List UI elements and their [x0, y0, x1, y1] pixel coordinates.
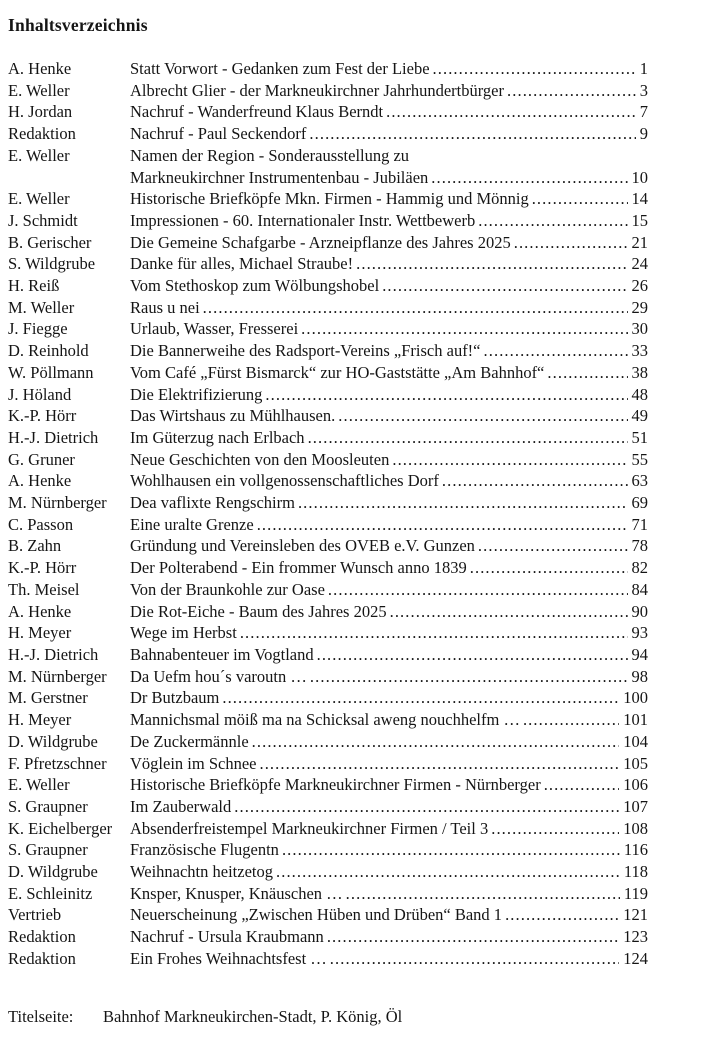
toc-dot-leader	[475, 535, 628, 557]
toc-title: Knsper, Knusper, Knäuschen …	[130, 883, 343, 903]
toc-title: Markneukirchner Instrumentenbau - Jubiläen	[130, 167, 429, 187]
toc-author: J. Fiegge	[8, 319, 68, 339]
toc-entry	[130, 101, 648, 123]
toc-entry	[130, 687, 648, 709]
toc-entry	[130, 80, 648, 102]
toc-title: Französische Flugentn	[130, 840, 279, 860]
toc-author: H. Jordan	[8, 102, 73, 122]
toc-row	[8, 167, 648, 189]
toc-author: K.-P. Hörr	[8, 406, 77, 426]
toc-row	[8, 818, 648, 840]
toc-row	[8, 948, 648, 970]
toc-row	[8, 883, 648, 905]
toc-row	[8, 275, 648, 297]
toc-page-number: 90	[631, 601, 648, 621]
toc-row	[8, 557, 648, 579]
toc-title: Eine uralte Grenze	[130, 514, 254, 534]
toc-row	[8, 470, 648, 492]
toc-dot-leader	[314, 644, 628, 666]
toc-dot-leader	[298, 318, 627, 340]
toc-dot-leader	[254, 514, 628, 536]
toc-row	[8, 731, 648, 753]
toc-title: Urlaub, Wasser, Fresserei	[130, 319, 299, 339]
toc-author: A. Henke	[8, 59, 72, 78]
toc-page-number: 48	[631, 384, 648, 404]
toc-author: E. Weller	[8, 775, 70, 795]
toc-dot-leader	[520, 709, 619, 731]
toc-author: Redaktion	[8, 948, 76, 968]
toc-dot-leader	[219, 687, 619, 709]
toc-entry	[130, 167, 648, 189]
toc-entry	[130, 514, 648, 536]
toc-entry	[130, 492, 648, 514]
toc-page-number: 24	[631, 254, 648, 274]
toc-page-number: 21	[631, 232, 648, 252]
toc-author: G. Gruner	[8, 449, 75, 469]
toc-title: Der Polterabend - Ein frommer Wunsch anno 1839	[130, 558, 467, 578]
toc-title: Vöglein im Schnee	[130, 753, 257, 773]
toc-entry	[130, 210, 648, 232]
toc-title: Historische Briefköpfe Markneukirchner Firmen - Nürnberger	[130, 775, 541, 795]
toc-title: Wohlhausen ein vollgenossenschaftliches Dorf	[130, 471, 439, 491]
toc-title: Historische Briefköpfe Mkn. Firmen - Hammig und Mönnig	[130, 189, 529, 209]
toc-title: Nachruf - Ursula Kraubmann	[130, 927, 324, 947]
toc-row	[8, 666, 648, 688]
toc-title: Ein Frohes Weihnachtsfest …	[130, 948, 327, 968]
toc-row	[8, 709, 648, 731]
toc-dot-leader	[353, 253, 627, 275]
toc-title: Dea vaflixte Rengschirm	[130, 493, 295, 513]
toc-dot-leader	[249, 731, 620, 753]
toc-page-number: 51	[631, 427, 648, 447]
toc-dot-leader	[325, 579, 628, 601]
toc-entry	[130, 123, 648, 145]
table-of-contents	[8, 58, 648, 970]
toc-row	[8, 405, 648, 427]
toc-row	[8, 622, 648, 644]
toc-page-number: 38	[631, 362, 648, 382]
toc-title: Die Elektrifizierung	[130, 384, 263, 404]
toc-row	[8, 318, 648, 340]
toc-row	[8, 362, 648, 384]
toc-title: Die Bannerweihe des Radsport-Vereins „Frisch auf!“	[130, 341, 481, 361]
toc-page-number: 121	[623, 905, 648, 925]
toc-author: H.-J. Dietrich	[8, 427, 99, 447]
toc-dot-leader	[335, 405, 627, 427]
toc-dot-leader	[439, 470, 628, 492]
toc-entry	[130, 818, 648, 840]
toc-page-number: 10	[631, 167, 648, 187]
toc-dot-leader	[387, 601, 628, 623]
toc-author: M. Nürnberger	[8, 666, 107, 686]
toc-dot-leader	[511, 232, 628, 254]
toc-page-number: 98	[631, 666, 648, 686]
toc-title: Bahnabenteuer im Vogtland	[130, 644, 314, 664]
toc-dot-leader	[488, 818, 619, 840]
toc-author: J. Höland	[8, 384, 72, 404]
toc-page-number: 107	[623, 796, 648, 816]
toc-author: E. Schleinitz	[8, 883, 93, 903]
toc-page-number: 116	[623, 840, 648, 860]
toc-page-number: 94	[631, 644, 648, 664]
toc-page-number: 78	[631, 536, 648, 556]
toc-row	[8, 514, 648, 536]
toc-author: K.-P. Hörr	[8, 558, 77, 578]
toc-entry	[130, 232, 648, 254]
toc-page-number: 119	[623, 883, 648, 903]
toc-entry	[130, 405, 648, 427]
toc-title: Vom Café „Fürst Bismarck“ zur HO-Gaststätte „Am Bahnhof“	[130, 362, 545, 382]
toc-page-number: 93	[631, 623, 648, 643]
toc-entry	[130, 753, 648, 775]
toc-dot-leader	[231, 796, 619, 818]
toc-entry	[130, 666, 648, 688]
toc-page-number: 106	[623, 775, 648, 795]
toc-page-number: 49	[631, 406, 648, 426]
toc-title: Neue Geschichten von den Moosleuten	[130, 449, 390, 469]
toc-row	[8, 753, 648, 775]
toc-entry	[130, 253, 648, 275]
toc-entry	[130, 796, 648, 818]
toc-author: A. Henke	[8, 601, 72, 621]
toc-author: Redaktion	[8, 927, 76, 947]
toc-title: Albrecht Glier - der Markneukirchner Jahrhundertbürger	[130, 80, 505, 100]
toc-row	[8, 101, 648, 123]
toc-dot-leader	[544, 362, 627, 384]
toc-author: Vertrieb	[8, 905, 62, 925]
toc-author: J. Schmidt	[8, 210, 78, 230]
toc-author	[8, 167, 130, 189]
toc-entry	[130, 384, 648, 406]
toc-dot-leader	[383, 101, 636, 123]
toc-entry	[130, 861, 648, 883]
toc-page-number: 33	[631, 341, 648, 361]
toc-author: D. Wildgrube	[8, 862, 98, 882]
toc-title: Wege im Herbst	[130, 623, 237, 643]
toc-dot-leader	[467, 557, 628, 579]
toc-title: Danke für alles, Michael Straube!	[130, 254, 354, 274]
toc-page-number: 1	[639, 59, 648, 78]
toc-page-number: 100	[623, 688, 648, 708]
toc-author: H. Meyer	[8, 710, 72, 730]
toc-row	[8, 687, 648, 709]
toc-dot-leader	[529, 188, 628, 210]
toc-author: H. Meyer	[8, 623, 72, 643]
toc-row	[8, 123, 648, 145]
toc-author: S. Wildgrube	[8, 254, 96, 274]
toc-dot-leader	[475, 210, 627, 232]
toc-dot-leader	[541, 774, 620, 796]
toc-title: Statt Vorwort - Gedanken zum Fest der Liebe	[130, 59, 430, 78]
toc-title: Gründung und Vereinsleben des OVEB e.V. Gunzen	[130, 536, 475, 556]
page-title: Inhaltsverzeichnis	[8, 15, 148, 35]
toc-title: Im Zauberwald	[130, 796, 232, 816]
toc-row	[8, 297, 648, 319]
toc-title: Raus u nei	[130, 297, 200, 317]
toc-entry	[130, 145, 648, 167]
toc-entry	[130, 883, 648, 905]
toc-dot-leader	[273, 861, 620, 883]
toc-dot-leader	[379, 275, 627, 297]
toc-author: E. Weller	[8, 145, 70, 165]
toc-title: Impressionen - 60. Internationaler Instr. Wettbewerb	[130, 210, 476, 230]
toc-page-number: 108	[623, 818, 648, 838]
toc-entry	[130, 948, 648, 970]
toc-entry	[130, 622, 648, 644]
toc-title: Vom Stethoskop zum Wölbungshobel	[130, 276, 380, 296]
toc-entry	[130, 535, 648, 557]
toc-page-number: 104	[623, 731, 648, 751]
toc-row	[8, 904, 648, 926]
toc-dot-leader	[305, 427, 628, 449]
toc-dot-leader	[307, 666, 628, 688]
toc-entry	[130, 449, 648, 471]
toc-entry	[130, 709, 648, 731]
toc-page-number: 63	[631, 471, 648, 491]
toc-row	[8, 427, 648, 449]
toc-row	[8, 384, 648, 406]
toc-dot-leader	[256, 753, 619, 775]
toc-dot-leader	[343, 883, 620, 905]
toc-entry	[130, 470, 648, 492]
toc-row	[8, 80, 648, 102]
toc-entry	[130, 601, 648, 623]
toc-author: B. Gerischer	[8, 232, 92, 252]
toc-author: D. Reinhold	[8, 341, 89, 361]
toc-author: E. Weller	[8, 189, 70, 209]
toc-dot-leader	[237, 622, 628, 644]
toc-row	[8, 861, 648, 883]
toc-entry	[130, 731, 648, 753]
toc-title: Neuerscheinung „Zwischen Hüben und Drüben“ Band 1	[130, 905, 503, 925]
toc-title: Nachruf - Paul Seckendorf	[130, 124, 307, 144]
toc-row	[8, 926, 648, 948]
toc-entry	[130, 340, 648, 362]
toc-entry	[130, 275, 648, 297]
toc-author: M. Nürnberger	[8, 493, 107, 513]
toc-row	[8, 644, 648, 666]
toc-author: S. Graupner	[8, 796, 88, 816]
toc-row	[8, 839, 648, 861]
toc-row	[8, 188, 648, 210]
toc-row	[8, 145, 648, 167]
toc-entry	[130, 188, 648, 210]
toc-dot-leader	[389, 449, 627, 471]
toc-page-number: 9	[639, 124, 648, 144]
toc-title: Dr Butzbaum	[130, 688, 220, 708]
toc-entry	[130, 557, 648, 579]
toc-page-number: 30	[631, 319, 648, 339]
toc-author: H.-J. Dietrich	[8, 644, 99, 664]
toc-title: Die Rot-Eiche - Baum des Jahres 2025	[130, 601, 387, 621]
toc-dot-leader	[502, 904, 619, 926]
toc-row	[8, 492, 648, 514]
toc-row	[8, 58, 648, 80]
toc-dot-leader	[200, 297, 628, 319]
toc-author: M. Gerstner	[8, 688, 88, 708]
toc-title: Mannichsmal möiß ma na Schicksal aweng nouchhelfm …	[130, 710, 520, 730]
toc-title: Absenderfreistempel Markneukirchner Firmen / Teil 3	[130, 818, 489, 838]
toc-author: C. Passon	[8, 514, 74, 534]
toc-row	[8, 774, 648, 796]
toc-title: Weihnachtn heitzetog	[130, 862, 273, 882]
toc-row	[8, 340, 648, 362]
toc-page-number: 71	[631, 514, 648, 534]
toc-author: H. Reiß	[8, 276, 60, 296]
toc-dot-leader	[504, 80, 636, 102]
toc-author: S. Graupner	[8, 840, 88, 860]
toc-entry	[130, 839, 648, 861]
footer-label: Titelseite:	[8, 1006, 74, 1026]
toc-entry	[130, 926, 648, 948]
toc-page-number: 82	[631, 558, 648, 578]
toc-entry	[130, 427, 648, 449]
toc-entry	[130, 904, 648, 926]
toc-author: Redaktion	[8, 124, 76, 144]
footer-line	[8, 1006, 720, 1028]
toc-page-number: 101	[623, 710, 648, 730]
toc-title: Da Uefm hou´s varoutn …	[130, 666, 307, 686]
toc-dot-leader	[481, 340, 628, 362]
toc-dot-leader	[262, 384, 627, 406]
footer-text: Bahnhof Markneukirchen-Stadt, P. König, Öl	[103, 1006, 403, 1026]
toc-author: E. Weller	[8, 80, 70, 100]
toc-page-number: 15	[631, 210, 648, 230]
toc-page-number: 3	[639, 80, 648, 100]
toc-dot-leader	[324, 926, 619, 948]
toc-entry	[130, 644, 648, 666]
toc-title: Namen der Region - Sonderausstellung zu	[130, 145, 410, 165]
toc-page-number: 55	[631, 449, 648, 469]
toc-author: Th. Meisel	[8, 579, 80, 599]
toc-page-number: 69	[631, 493, 648, 513]
toc-author: D. Wildgrube	[8, 731, 98, 751]
toc-title: Das Wirtshaus zu Mühlhausen.	[130, 406, 336, 426]
toc-title: Nachruf - Wanderfreund Klaus Berndt	[130, 102, 384, 122]
toc-entry	[130, 774, 648, 796]
toc-entry	[130, 297, 648, 319]
toc-entry	[130, 58, 648, 80]
toc-entry	[130, 362, 648, 384]
toc-dot-leader	[409, 145, 648, 167]
toc-row	[8, 232, 648, 254]
toc-page-number: 26	[631, 276, 648, 296]
toc-entry	[130, 579, 648, 601]
toc-row	[8, 579, 648, 601]
toc-author: W. Pöllmann	[8, 362, 94, 382]
toc-page-number: 118	[623, 862, 648, 882]
toc-row	[8, 253, 648, 275]
toc-entry	[130, 318, 648, 340]
toc-page-number: 124	[623, 948, 648, 968]
toc-page-number: 7	[639, 102, 648, 122]
toc-author: A. Henke	[8, 471, 72, 491]
toc-author: F. Pfretzschner	[8, 753, 107, 773]
toc-page-number: 29	[631, 297, 648, 317]
toc-page-number: 14	[631, 189, 648, 209]
toc-author: M. Weller	[8, 297, 75, 317]
toc-row	[8, 535, 648, 557]
toc-dot-leader	[430, 58, 636, 80]
toc-page-number: 123	[623, 927, 648, 947]
toc-dot-leader	[279, 839, 620, 861]
toc-title: Die Gemeine Schafgarbe - Arzneipflanze des Jahres 2025	[130, 232, 511, 252]
toc-dot-leader	[295, 492, 628, 514]
toc-row	[8, 449, 648, 471]
toc-dot-leader	[306, 123, 635, 145]
toc-dot-leader	[327, 948, 619, 970]
toc-author: K. Eichelberger	[8, 818, 113, 838]
toc-page-number: 105	[623, 753, 648, 773]
toc-row	[8, 796, 648, 818]
toc-row	[8, 601, 648, 623]
toc-row	[8, 210, 648, 232]
toc-title: Von der Braunkohle zur Oase	[130, 579, 325, 599]
toc-title: Im Güterzug nach Erlbach	[130, 427, 305, 447]
toc-title: De Zuckermännle	[130, 731, 249, 751]
toc-page-number: 84	[631, 579, 648, 599]
toc-author: B. Zahn	[8, 536, 62, 556]
toc-dot-leader	[428, 167, 627, 189]
